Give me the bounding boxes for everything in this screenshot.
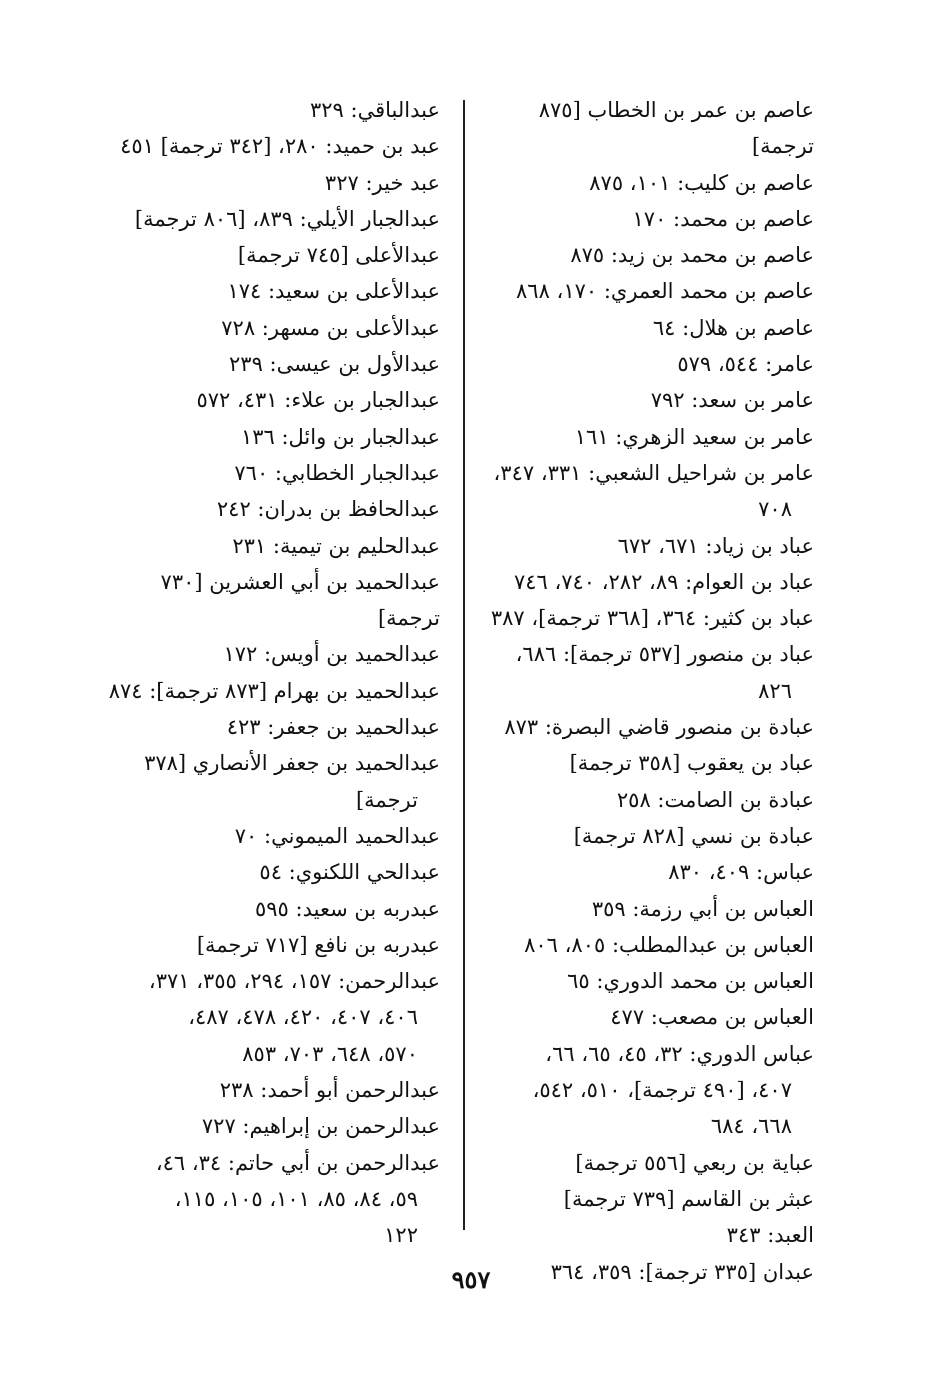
index-entry: [95, 273, 440, 309]
index-entry: [95, 673, 440, 709]
index-column-left: [95, 92, 440, 1254]
index-entry: [484, 1217, 814, 1253]
index-entry-line: عباية بن ربعي [٥٥٦ ترجمة]: [575, 1150, 814, 1175]
index-entry-line: عبدالحافظ بن بدران: ٢٤٢: [216, 497, 440, 522]
index-entry-line: العباس بن أبي رزمة: ٣٥٩: [591, 896, 814, 921]
index-entry-continuation: ٥٩، ٨٤، ٨٥، ١٠١، ١٠٥، ١١٥،: [174, 1186, 418, 1211]
index-entry-line: عاصم بن محمد بن زيد: ٨٧٥: [570, 243, 814, 268]
index-entry-line: عبدالرحمن أبو أحمد: ٢٣٨: [219, 1078, 440, 1103]
index-entry-line: عاصم بن هلال: ٦٤: [652, 315, 814, 340]
index-entry-line: عبادة بن الصامت: ٢٥٨: [616, 787, 814, 812]
index-entry-line: عبدالرحمن بن أبي حاتم: ٣٤، ٤٦،: [155, 1150, 440, 1175]
index-entry-line: عبدالجبار بن علاء: ٤٣١، ٥٧٢: [196, 388, 440, 413]
index-entry-line: عباد بن كثير: ٣٦٤، [٣٦٨ ترجمة]، ٣٨٧: [490, 606, 814, 631]
index-entry: [95, 346, 440, 382]
index-entry: [95, 1145, 440, 1254]
index-entry-line: عاصم بن محمد: ١٧٠: [632, 206, 814, 231]
index-entry-line: عبدالباقي: ٣٢٩: [310, 98, 440, 122]
page-number: ٩٥٧: [451, 1265, 491, 1294]
index-entry: [95, 528, 440, 564]
index-entry-line: عبد بن حميد: ٢٨٠، [٣٤٢ ترجمة] ٤٥١: [120, 134, 440, 159]
index-entry: [95, 891, 440, 927]
index-entry: [484, 528, 814, 564]
index-entry-continuation: ترجمة]: [355, 787, 418, 812]
index-entry-continuation: ٥٧٠، ٦٤٨، ٧٠٣، ٨٥٣: [242, 1041, 418, 1066]
index-entry: [95, 128, 440, 164]
index-entry-line: عبدالحميد بن جعفر الأنصاري [٣٧٨: [144, 751, 440, 776]
index-entry: [484, 636, 814, 709]
index-entry: [484, 782, 814, 818]
index-entry-line: عباد بن العوام: ٨٩، ٢٨٢، ٧٤٠، ٧٤٦: [513, 569, 814, 594]
index-entry-continuation: ٦٦٨، ٦٨٤: [710, 1114, 792, 1139]
index-entry: [484, 1036, 814, 1145]
index-entry: [95, 382, 440, 418]
index-entry: [484, 600, 814, 636]
index-entry: [484, 237, 814, 273]
index-entry: [95, 963, 440, 1072]
index-entry-line: عبدالجبار الخطابي: ٧٦٠: [234, 460, 440, 485]
index-entry: [484, 854, 814, 890]
index-entry: [95, 1108, 440, 1144]
index-entry: [95, 92, 440, 128]
index-entry: [95, 419, 440, 455]
index-entry: [484, 999, 814, 1035]
index-entry: [95, 854, 440, 890]
index-entry-line: عبدالرحمن بن إبراهيم: ٧٢٧: [201, 1114, 440, 1139]
index-entry: [95, 455, 440, 491]
index-entry-line: عاصم بن عمر بن الخطاب [٨٧٥ ترجمة]: [538, 98, 814, 159]
index-entry-continuation: ٨٢٦: [758, 678, 792, 703]
index-entry-line: عبدالحميد الميموني: ٧٠: [234, 823, 440, 848]
index-entry-line: العبد: ٣٤٣: [726, 1223, 814, 1248]
index-column-right: [484, 92, 814, 1290]
index-entry: [95, 237, 440, 273]
index-entry-line: عبدالرحمن: ١٥٧، ٢٩٤، ٣٥٥، ٣٧١،: [148, 969, 440, 994]
index-entry: [95, 745, 440, 818]
index-entry-continuation: ٤٠٧، [٤٩٠ ترجمة]، ٥١٠، ٥٤٢،: [532, 1078, 792, 1103]
index-entry-continuation: ٤٠٦، ٤٠٧، ٤٢٠، ٤٧٨، ٤٨٧،: [188, 1005, 418, 1030]
index-entry-line: عبدالحميد بن أويس: ١٧٢: [223, 642, 440, 667]
index-entry: [484, 382, 814, 418]
index-entry-line: عبدالجبار بن وائل: ١٣٦: [240, 424, 440, 449]
index-entry: [484, 927, 814, 963]
index-entry-line: عباد بن زياد: ٦٧١، ٦٧٢: [617, 533, 814, 558]
index-entry-line: عباد بن يعقوب [٣٥٨ ترجمة]: [569, 751, 814, 776]
index-entry: [484, 419, 814, 455]
index-entry: [484, 963, 814, 999]
index-entry: [484, 346, 814, 382]
index-entry: [95, 310, 440, 346]
index-entry-line: عبدالحي اللكنوي: ٥٤: [259, 860, 440, 885]
index-entry-line: عاصم بن كليب: ١٠١، ٨٧٥: [589, 170, 814, 195]
index-entry-line: عامر بن شراحيل الشعبي: ٣٣١، ٣٤٧،: [493, 460, 814, 485]
index-entry-line: عبادة بن نسي [٨٢٨ ترجمة]: [573, 823, 814, 848]
index-entry-line: عبثر بن القاسم [٧٣٩ ترجمة]: [563, 1186, 814, 1211]
index-entry-line: عباس الدوري: ٣٢، ٤٥، ٦٥، ٦٦،: [545, 1041, 814, 1066]
index-entry: [95, 201, 440, 237]
index-entry-line: عامر: ٥٤٤، ٥٧٩: [677, 352, 814, 377]
index-entry-line: عبدالأعلى [٧٤٥ ترجمة]: [237, 243, 440, 268]
index-entry: [95, 927, 440, 963]
index-entry: [484, 455, 814, 528]
index-entry: [484, 201, 814, 237]
index-entry-line: العباس بن مصعب: ٤٧٧: [610, 1005, 814, 1030]
index-entry: [95, 636, 440, 672]
column-divider: [463, 100, 465, 1230]
index-entry-line: عباد بن منصور [٥٣٧ ترجمة]: ٦٨٦،: [515, 642, 814, 667]
index-entry-line: عبدالحميد بن بهرام [٨٧٣ ترجمة]: ٨٧٤: [108, 678, 440, 703]
index-entry: [95, 709, 440, 745]
index-entry: [95, 564, 440, 637]
index-entry-line: عبد خير: ٣٢٧: [324, 170, 440, 195]
index-entry: [484, 745, 814, 781]
index-entry-line: عبدالجبار الأيلي: ٨٣٩، [٨٠٦ ترجمة]: [134, 206, 440, 231]
index-entry-continuation: ١٢٢: [384, 1223, 418, 1248]
index-entry-line: عبدربه بن نافع [٧١٧ ترجمة]: [196, 932, 440, 957]
index-entry-line: العباس بن عبدالمطلب: ٨٠٥، ٨٠٦: [524, 932, 814, 957]
index-entry-line: العباس بن محمد الدوري: ٦٥: [567, 969, 814, 994]
index-entry-line: عبدان [٣٣٥ ترجمة]: ٣٥٩، ٣٦٤: [550, 1259, 814, 1284]
index-entry: [484, 165, 814, 201]
index-entry: [95, 165, 440, 201]
index-entry-line: عبدربه بن سعيد: ٥٩٥: [255, 896, 440, 921]
index-entry-line: عبدالحميد بن جعفر: ٤٢٣: [226, 715, 440, 740]
index-entry-line: عبدالأول بن عيسى: ٢٣٩: [229, 352, 440, 377]
index-entry-line: عبدالأعلى بن سعيد: ١٧٤: [227, 279, 440, 304]
index-entry: [484, 1181, 814, 1217]
index-entry: [484, 818, 814, 854]
index-entry: [484, 709, 814, 745]
index-entry: [95, 1072, 440, 1108]
index-entry-line: عبدالأعلى بن مسهر: ٧٢٨: [221, 315, 440, 340]
index-entry-line: عامر بن سعد: ٧٩٢: [650, 388, 814, 413]
index-entry-line: عبادة بن منصور قاضي البصرة: ٨٧٣: [504, 715, 814, 740]
index-entry: [484, 273, 814, 309]
index-entry-continuation: ٧٠٨: [758, 497, 792, 522]
index-entry: [95, 491, 440, 527]
index-entry-line: عاصم بن محمد العمري: ١٧٠، ٨٦٨: [516, 279, 814, 304]
index-entry: [484, 92, 814, 165]
index-entry-line: عبدالحليم بن تيمية: ٢٣١: [232, 533, 440, 558]
index-entry: [484, 891, 814, 927]
index-entry: [95, 818, 440, 854]
index-entry-line: عامر بن سعيد الزهري: ١٦١: [574, 424, 814, 449]
index-entry: [484, 564, 814, 600]
index-entry-line: عبدالحميد بن أبي العشرين [٧٣٠ ترجمة]: [160, 569, 440, 631]
index-entry-line: عباس: ٤٠٩، ٨٣٠: [668, 860, 814, 885]
index-entry: [484, 310, 814, 346]
index-entry: [484, 1145, 814, 1181]
